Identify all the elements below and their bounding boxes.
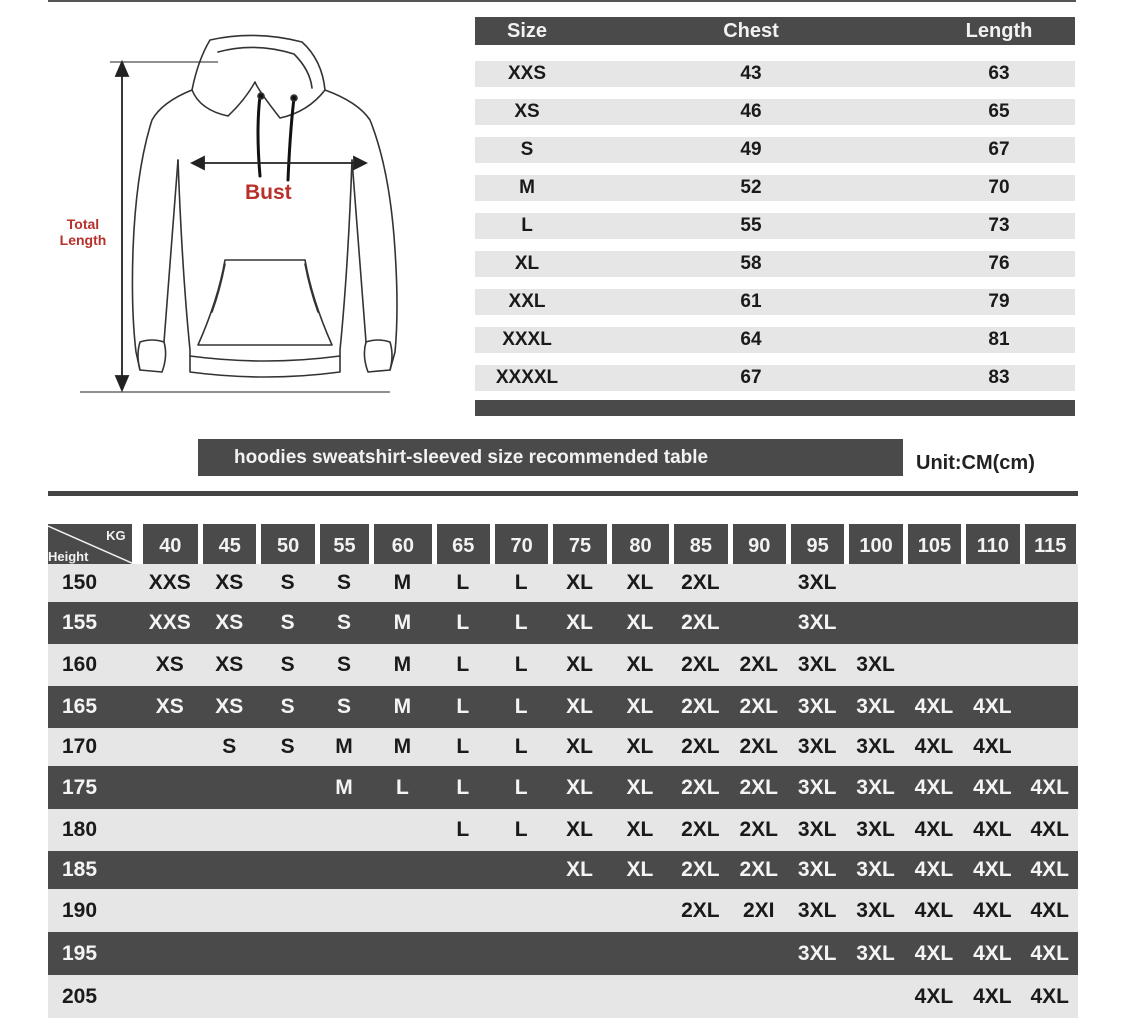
recommended-size-cell: 4XL <box>905 809 963 851</box>
recommended-size-cell: 4XL <box>1022 975 1078 1018</box>
weight-label: 80 <box>612 524 669 564</box>
length-cell: 65 <box>988 101 1010 122</box>
weight-header-cell <box>905 524 963 564</box>
recommended-size-cell <box>730 564 788 602</box>
recommended-size-cell: L <box>492 766 550 809</box>
recommended-size-cell <box>317 809 371 851</box>
recommended-size-cell <box>1022 564 1078 602</box>
recommended-size-cell <box>609 889 671 932</box>
weight-label: 50 <box>261 524 314 564</box>
header-size: Size <box>506 19 548 42</box>
recommended-size-cell: XS <box>200 602 258 644</box>
recommended-size-cell <box>140 809 200 851</box>
length-cell: 73 <box>988 215 1010 236</box>
recommended-size-cell: XS <box>140 644 200 686</box>
recommended-size-cell: M <box>371 728 433 766</box>
weight-header-cell <box>434 524 492 564</box>
recommended-size-cell: 2XL <box>671 686 729 728</box>
recommended-size-cell: S <box>258 728 316 766</box>
recommended-size-cell: S <box>258 602 316 644</box>
recommended-size-cell: S <box>317 686 371 728</box>
recommended-size-cell: XL <box>609 728 671 766</box>
recommended-size-cell <box>905 602 963 644</box>
recommended-size-cell: 2XL <box>671 564 729 602</box>
length-cell: 63 <box>988 63 1010 84</box>
recommended-size-cell: 3XL <box>788 889 846 932</box>
recommended-size-cell: 3XL <box>846 851 904 889</box>
size-chart-row <box>475 289 1075 315</box>
weight-header-cell <box>550 524 608 564</box>
recommended-size-cell: S <box>258 644 316 686</box>
height-cell: 190 <box>48 889 140 932</box>
recommended-size-cell: L <box>434 602 492 644</box>
recommendation-row <box>48 975 1078 1018</box>
recommended-size-cell <box>788 975 846 1018</box>
weight-header-cell <box>371 524 433 564</box>
chest-cell: 61 <box>740 291 762 312</box>
length-cell: 70 <box>988 177 1010 198</box>
size-chart-body <box>475 61 1075 391</box>
weight-header-cell <box>846 524 904 564</box>
recommendation-row <box>48 644 1078 686</box>
recommended-size-cell: 2XL <box>730 851 788 889</box>
recommended-size-cell: L <box>492 644 550 686</box>
recommended-size-cell: 2XL <box>730 686 788 728</box>
recommended-size-cell <box>317 932 371 975</box>
chest-cell: 46 <box>740 101 762 122</box>
total-length-label: Total Length <box>59 216 107 248</box>
length-cell: 67 <box>988 139 1010 160</box>
recommended-size-cell: 3XL <box>788 851 846 889</box>
weight-label: 115 <box>1025 524 1076 564</box>
recommended-size-cell: XL <box>609 809 671 851</box>
recommended-size-cell: 3XL <box>788 686 846 728</box>
recommended-size-cell: XS <box>200 564 258 602</box>
recommended-size-cell: XL <box>609 851 671 889</box>
height-cell: 185 <box>48 851 140 889</box>
header-length: Length <box>965 19 1033 42</box>
size-chart-footer-bar <box>475 400 1075 416</box>
recommended-size-cell: 2XL <box>671 851 729 889</box>
recommended-size-cell: M <box>371 602 433 644</box>
length-cell: 81 <box>988 329 1010 350</box>
recommended-size-cell: XS <box>200 644 258 686</box>
recommended-size-cell <box>963 602 1021 644</box>
size-chart-row <box>475 365 1075 391</box>
recommended-size-cell: 4XL <box>905 851 963 889</box>
recommended-size-cell <box>140 728 200 766</box>
size-cell: XXS <box>507 63 547 84</box>
hoodie-diagram <box>40 20 460 410</box>
recommended-size-cell <box>492 975 550 1018</box>
height-cell: 165 <box>48 686 140 728</box>
recommended-size-cell: XS <box>200 686 258 728</box>
recommended-size-cell <box>258 851 316 889</box>
recommended-size-cell: 2XL <box>730 728 788 766</box>
recommendation-row <box>48 602 1078 644</box>
recommended-size-cell: XL <box>550 564 608 602</box>
recommended-size-cell <box>258 975 316 1018</box>
weight-header-cell <box>730 524 788 564</box>
recommended-size-cell: S <box>200 728 258 766</box>
recommended-size-cell: 4XL <box>905 975 963 1018</box>
recommended-size-cell: 4XL <box>1022 809 1078 851</box>
recommended-size-cell: S <box>317 602 371 644</box>
length-cell: 79 <box>988 291 1010 312</box>
recommended-size-cell <box>371 932 433 975</box>
recommendation-row <box>48 889 1078 932</box>
recommended-size-cell: M <box>371 644 433 686</box>
weight-header-cell <box>200 524 258 564</box>
height-cell: 180 <box>48 809 140 851</box>
recommended-size-cell: L <box>492 686 550 728</box>
recommended-size-cell: 4XL <box>905 728 963 766</box>
recommended-size-cell <box>371 851 433 889</box>
height-cell: 175 <box>48 766 140 809</box>
recommended-size-cell: L <box>434 766 492 809</box>
size-chart-row <box>475 175 1075 201</box>
recommended-size-cell <box>730 975 788 1018</box>
size-recommendation-table <box>48 524 1078 1018</box>
recommended-size-cell <box>730 602 788 644</box>
recommended-size-cell <box>371 889 433 932</box>
recommended-size-cell <box>258 766 316 809</box>
recommended-size-cell <box>200 809 258 851</box>
recommended-size-cell <box>609 932 671 975</box>
recommended-size-cell: L <box>371 766 433 809</box>
weight-label: 75 <box>553 524 606 564</box>
recommendation-row <box>48 686 1078 728</box>
weight-header-cell <box>963 524 1021 564</box>
recommended-size-cell: 3XL <box>788 809 846 851</box>
recommended-size-cell: 3XL <box>788 644 846 686</box>
header-chest: Chest <box>723 19 779 42</box>
recommended-size-cell: XL <box>550 644 608 686</box>
size-chart-row <box>475 213 1075 239</box>
recommendation-row <box>48 766 1078 809</box>
unit-label: Unit:CM(cm) <box>916 452 1035 474</box>
recommended-size-cell <box>1022 602 1078 644</box>
recommended-size-cell: 2XL <box>730 766 788 809</box>
corner-cell <box>48 524 140 564</box>
recommended-size-cell: XL <box>609 564 671 602</box>
recommended-size-cell <box>200 975 258 1018</box>
weight-header-cell <box>788 524 846 564</box>
recommended-size-cell <box>258 889 316 932</box>
recommended-size-cell: XL <box>609 686 671 728</box>
recommendation-body <box>48 564 1078 1018</box>
height-cell: 205 <box>48 975 140 1018</box>
recommended-size-cell <box>200 766 258 809</box>
recommended-size-cell: 3XL <box>788 766 846 809</box>
weight-label: 105 <box>908 524 961 564</box>
weight-label: 110 <box>966 524 1019 564</box>
recommended-size-cell: XXS <box>140 564 200 602</box>
recommended-size-cell: 4XL <box>963 851 1021 889</box>
recommended-size-cell: 3XL <box>846 686 904 728</box>
recommended-size-cell <box>492 851 550 889</box>
weight-header-cell <box>258 524 316 564</box>
recommended-size-cell: 4XL <box>963 932 1021 975</box>
recommended-size-cell <box>550 932 608 975</box>
weight-label: 70 <box>495 524 548 564</box>
recommended-size-cell <box>434 932 492 975</box>
recommendation-row <box>48 728 1078 766</box>
height-cell: 195 <box>48 932 140 975</box>
weight-header-cell <box>492 524 550 564</box>
recommended-size-cell: 4XL <box>1022 932 1078 975</box>
size-cell: XXL <box>508 291 546 312</box>
recommendation-row <box>48 851 1078 889</box>
recommended-size-cell <box>140 851 200 889</box>
section-divider <box>48 491 1078 496</box>
recommended-size-cell <box>492 932 550 975</box>
recommended-size-cell <box>963 564 1021 602</box>
recommended-size-cell: L <box>434 728 492 766</box>
corner-kg-label: KG <box>106 528 126 543</box>
recommended-size-cell: 3XL <box>788 602 846 644</box>
recommended-size-cell: L <box>492 602 550 644</box>
size-cell: S <box>520 139 534 160</box>
weight-header-cell <box>317 524 371 564</box>
size-cell: L <box>521 215 533 236</box>
recommended-size-cell <box>671 932 729 975</box>
recommended-size-cell: 4XL <box>1022 851 1078 889</box>
corner-height-label: Height <box>48 549 89 564</box>
height-cell: 170 <box>48 728 140 766</box>
recommended-size-cell <box>846 564 904 602</box>
recommended-size-cell: L <box>434 564 492 602</box>
recommended-size-cell <box>434 851 492 889</box>
recommended-size-cell: 3XL <box>846 644 904 686</box>
recommended-size-cell: 2XL <box>730 644 788 686</box>
recommendation-row <box>48 932 1078 975</box>
recommended-size-cell: L <box>434 686 492 728</box>
recommended-size-cell: 4XL <box>905 766 963 809</box>
height-cell: 155 <box>48 602 140 644</box>
recommended-size-cell <box>905 644 963 686</box>
chest-cell: 58 <box>740 253 762 274</box>
recommended-size-cell: XL <box>609 602 671 644</box>
weight-label: 85 <box>674 524 727 564</box>
weight-label: 90 <box>733 524 786 564</box>
recommended-size-cell: M <box>371 564 433 602</box>
size-cell: M <box>519 177 535 198</box>
top-divider <box>48 0 1076 2</box>
height-cell: 150 <box>48 564 140 602</box>
recommended-size-cell <box>434 975 492 1018</box>
size-cell: XS <box>514 101 540 122</box>
weight-header-row <box>48 524 1078 564</box>
size-chart-row <box>475 99 1075 125</box>
recommended-size-cell: XL <box>550 686 608 728</box>
recommendation-banner: hoodies sweatshirt-sleeved size recommended table <box>198 439 903 476</box>
length-cell: 83 <box>988 367 1010 388</box>
recommended-size-cell: 3XL <box>846 809 904 851</box>
size-chart-row <box>475 61 1075 87</box>
recommended-size-cell: S <box>258 686 316 728</box>
recommended-size-cell: 2XI <box>730 889 788 932</box>
recommended-size-cell: 3XL <box>846 932 904 975</box>
chest-cell: 49 <box>740 139 762 160</box>
recommendation-row <box>48 564 1078 602</box>
recommended-size-cell <box>492 889 550 932</box>
recommended-size-cell: L <box>434 644 492 686</box>
weight-label: 95 <box>791 524 844 564</box>
recommended-size-cell <box>963 644 1021 686</box>
size-chart-header <box>475 17 1075 45</box>
weight-header-cell <box>671 524 729 564</box>
recommended-size-cell: 2XL <box>730 809 788 851</box>
chest-cell: 43 <box>740 63 762 84</box>
size-cell: XXXXL <box>495 367 559 388</box>
recommended-size-cell: 2XL <box>671 889 729 932</box>
weight-label: 55 <box>320 524 369 564</box>
recommended-size-cell: 3XL <box>846 728 904 766</box>
size-chart-row <box>475 251 1075 277</box>
recommended-size-cell: 3XL <box>846 889 904 932</box>
recommended-size-cell <box>550 889 608 932</box>
recommended-size-cell <box>671 975 729 1018</box>
recommended-size-cell <box>371 809 433 851</box>
recommended-size-cell: 4XL <box>963 728 1021 766</box>
recommended-size-cell: 3XL <box>846 766 904 809</box>
size-cell: XL <box>514 253 540 274</box>
recommended-size-cell: XL <box>550 602 608 644</box>
weight-label: 100 <box>849 524 902 564</box>
recommended-size-cell <box>317 889 371 932</box>
recommended-size-cell: 3XL <box>788 932 846 975</box>
recommended-size-cell: S <box>317 564 371 602</box>
recommended-size-cell: 2XL <box>671 644 729 686</box>
recommended-size-cell <box>317 851 371 889</box>
recommended-size-cell: 4XL <box>963 975 1021 1018</box>
recommended-size-cell: S <box>258 564 316 602</box>
recommended-size-cell: 2XL <box>671 809 729 851</box>
recommended-size-cell: 2XL <box>671 728 729 766</box>
chest-cell: 52 <box>740 177 762 198</box>
recommended-size-cell: XL <box>550 766 608 809</box>
recommended-size-cell: 4XL <box>1022 889 1078 932</box>
weight-header-cell <box>609 524 671 564</box>
size-chart-table <box>475 17 1075 416</box>
recommended-size-cell: L <box>492 728 550 766</box>
recommended-size-cell: 4XL <box>963 686 1021 728</box>
recommendation-row <box>48 809 1078 851</box>
recommended-size-cell <box>140 932 200 975</box>
weight-label: 40 <box>143 524 198 564</box>
recommended-size-cell: S <box>317 644 371 686</box>
chest-cell: 55 <box>740 215 762 236</box>
recommended-size-cell <box>730 932 788 975</box>
recommended-size-cell: M <box>371 686 433 728</box>
recommended-size-cell: 2XL <box>671 766 729 809</box>
recommended-size-cell: XL <box>550 728 608 766</box>
recommended-size-cell: L <box>492 809 550 851</box>
recommended-size-cell <box>846 975 904 1018</box>
recommended-size-cell: XL <box>550 809 608 851</box>
recommended-size-cell <box>140 975 200 1018</box>
recommended-size-cell <box>434 889 492 932</box>
recommended-size-cell: XS <box>140 686 200 728</box>
weight-label: 65 <box>437 524 490 564</box>
weight-header-cell <box>1022 524 1078 564</box>
recommended-size-cell <box>200 889 258 932</box>
recommended-size-cell: 4XL <box>963 766 1021 809</box>
recommended-size-cell <box>200 932 258 975</box>
recommended-size-cell: 4XL <box>1022 766 1078 809</box>
length-cell: 76 <box>988 253 1010 274</box>
recommended-size-cell: 3XL <box>788 728 846 766</box>
recommended-size-cell: 2XL <box>671 602 729 644</box>
recommended-size-cell <box>371 975 433 1018</box>
size-chart-row <box>475 137 1075 163</box>
recommended-size-cell: L <box>434 809 492 851</box>
chest-cell: 64 <box>740 329 762 350</box>
recommended-size-cell <box>1022 686 1078 728</box>
weight-label: 60 <box>374 524 431 564</box>
recommended-size-cell: XL <box>550 851 608 889</box>
recommended-size-cell <box>550 975 608 1018</box>
recommended-size-cell <box>1022 644 1078 686</box>
hoodie-illustration <box>40 20 460 410</box>
height-cell: 160 <box>48 644 140 686</box>
recommended-size-cell: XXS <box>140 602 200 644</box>
recommended-size-cell: 4XL <box>963 809 1021 851</box>
recommended-size-cell: 4XL <box>905 686 963 728</box>
size-chart-row <box>475 327 1075 353</box>
recommended-size-cell <box>258 809 316 851</box>
recommended-size-cell <box>317 975 371 1018</box>
recommended-size-cell <box>140 889 200 932</box>
weight-label: 45 <box>203 524 256 564</box>
recommended-size-cell: 4XL <box>963 889 1021 932</box>
bust-label: Bust <box>245 181 292 204</box>
recommended-size-cell: M <box>317 766 371 809</box>
recommended-size-cell <box>140 766 200 809</box>
recommended-size-cell: 4XL <box>905 932 963 975</box>
chest-cell: 67 <box>740 367 762 388</box>
recommended-size-cell <box>609 975 671 1018</box>
recommended-size-cell: XL <box>609 644 671 686</box>
recommended-size-cell: 4XL <box>905 889 963 932</box>
recommended-size-cell: 3XL <box>788 564 846 602</box>
recommended-size-cell: XL <box>609 766 671 809</box>
recommended-size-cell <box>905 564 963 602</box>
recommended-size-cell: L <box>492 564 550 602</box>
size-cell: XXXL <box>502 329 552 350</box>
recommended-size-cell <box>200 851 258 889</box>
recommended-size-cell <box>258 932 316 975</box>
recommended-size-cell <box>1022 728 1078 766</box>
recommended-size-cell <box>846 602 904 644</box>
weight-header-cell <box>140 524 200 564</box>
recommended-size-cell: M <box>317 728 371 766</box>
